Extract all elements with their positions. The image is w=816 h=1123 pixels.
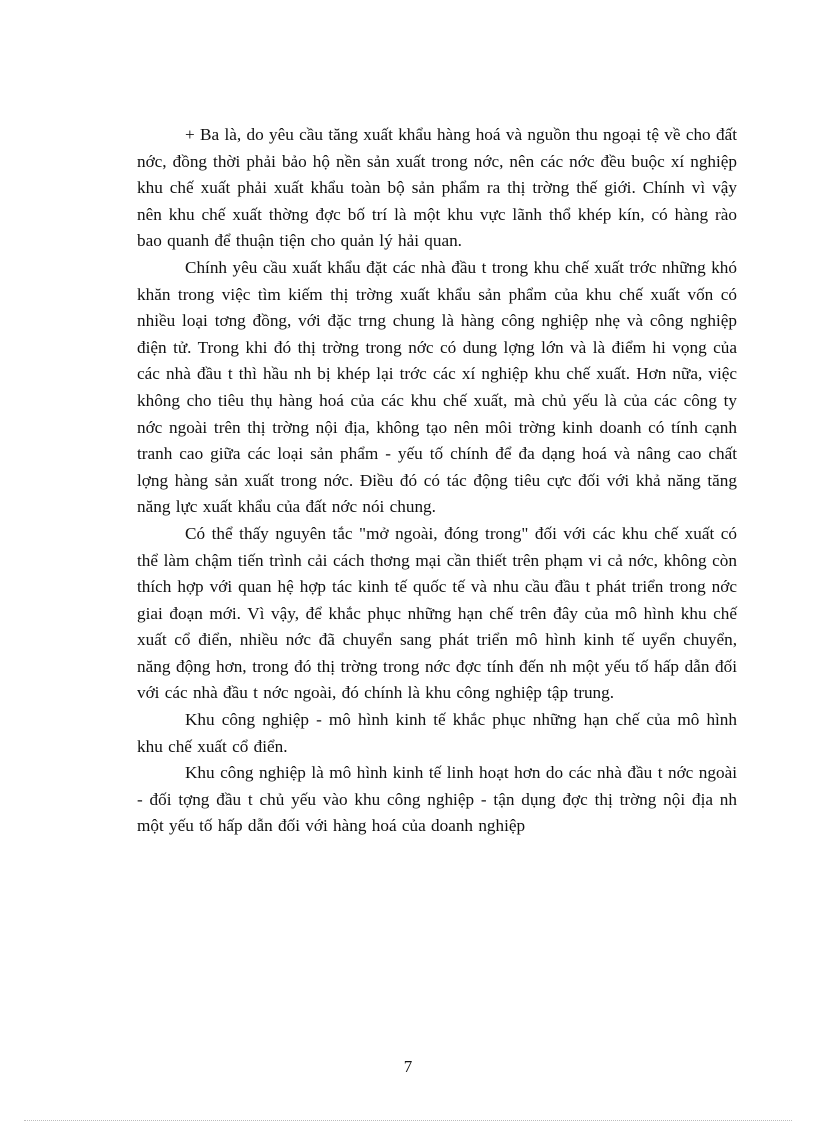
paragraph-4: Khu công nghiệp - mô hình kinh tế khắc phục những hạn chế của mô hình khu chế xuất cổ điển. <box>137 710 737 756</box>
paragraph-3: Có thể thấy nguyên tắc "mở ngoài, đóng trong" đối với các khu chế xuất có thể làm chậm tiến trình cải cách thơng mại cần thiết trên phạm vi cả nớc, không còn thích hợp với quan hệ hợp tác kinh tế quốc tế và nhu cầu đầu t phát triển trong nớc giai đoạn mới. Vì vậy, để khắc phục những hạn chế trên đây của mô hình khu chế xuất cổ điển, nhiều nớc đã chuyển sang phát triển mô hình kinh tế uyển chuyển, năng động hơn, trong đó thị trờng trong nớc đợc tính đến nh một yếu tố hấp dẫn đối với các nhà đầu t nớc ngoài, đó chính là khu công nghiệp tập trung. <box>137 523 737 703</box>
paragraph-1: + Ba là, do yêu cầu tăng xuất khẩu hàng hoá và nguồn thu ngoại tệ về cho đất nớc, đồng thời phải bảo hộ nền sản xuất trong nớc, nên các nớc đều buộc xí nghiệp khu chế xuất phải xuất khẩu toàn bộ sản phẩm ra thị trờng thế giới. Chính vì vậy nên khu chế xuất thờng đợc bố trí là một khu vực lãnh thổ khép kín, có hàng rào bao quanh để thuận tiện cho quản lý hải quan. <box>137 125 737 251</box>
page-bottom-divider <box>24 1120 792 1121</box>
body-text <box>137 122 737 840</box>
page-number: 7 <box>403 1057 413 1076</box>
paragraph-2: Chính yêu cầu xuất khẩu đặt các nhà đầu t trong khu chế xuất trớc những khó khăn trong việc tìm kiếm thị trờng xuất khẩu sản phẩm của khu chế xuất vốn có nhiều loại tơng đồng, với đặc trng chung là hàng công nghiệp nhẹ và công nghiệp điện tử. Trong khi đó thị trờng trong nớc có dung lợng lớn và là điểm hi vọng của các nhà đầu t thì hầu nh bị khép lại trớc các xí nghiệp khu chế xuất. Hơn nữa, việc không cho tiêu thụ hàng hoá của các khu chế xuất, mà chủ yếu là của các công ty nớc ngoài trên thị trờng nội địa, không tạo nên môi trờng kinh doanh có tính cạnh tranh cao giữa các loại sản phẩm - yếu tố chính để đa dạng hoá và nâng cao chất lợng hàng sản xuất trong nớc. Điều đó có tác động tiêu cực đối với khả năng tăng năng lực xuất khẩu của đất nớc nói chung. <box>137 257 737 517</box>
paragraph-5: Khu công nghiệp là mô hình kinh tế linh hoạt hơn do các nhà đầu t nớc ngoài - đối tợng đầu t chủ yếu vào khu công nghiệp - tận dụng đợc thị trờng nội địa nh một yếu tố hấp dẫn đối với hàng hoá của doanh nghiệp <box>137 763 737 836</box>
